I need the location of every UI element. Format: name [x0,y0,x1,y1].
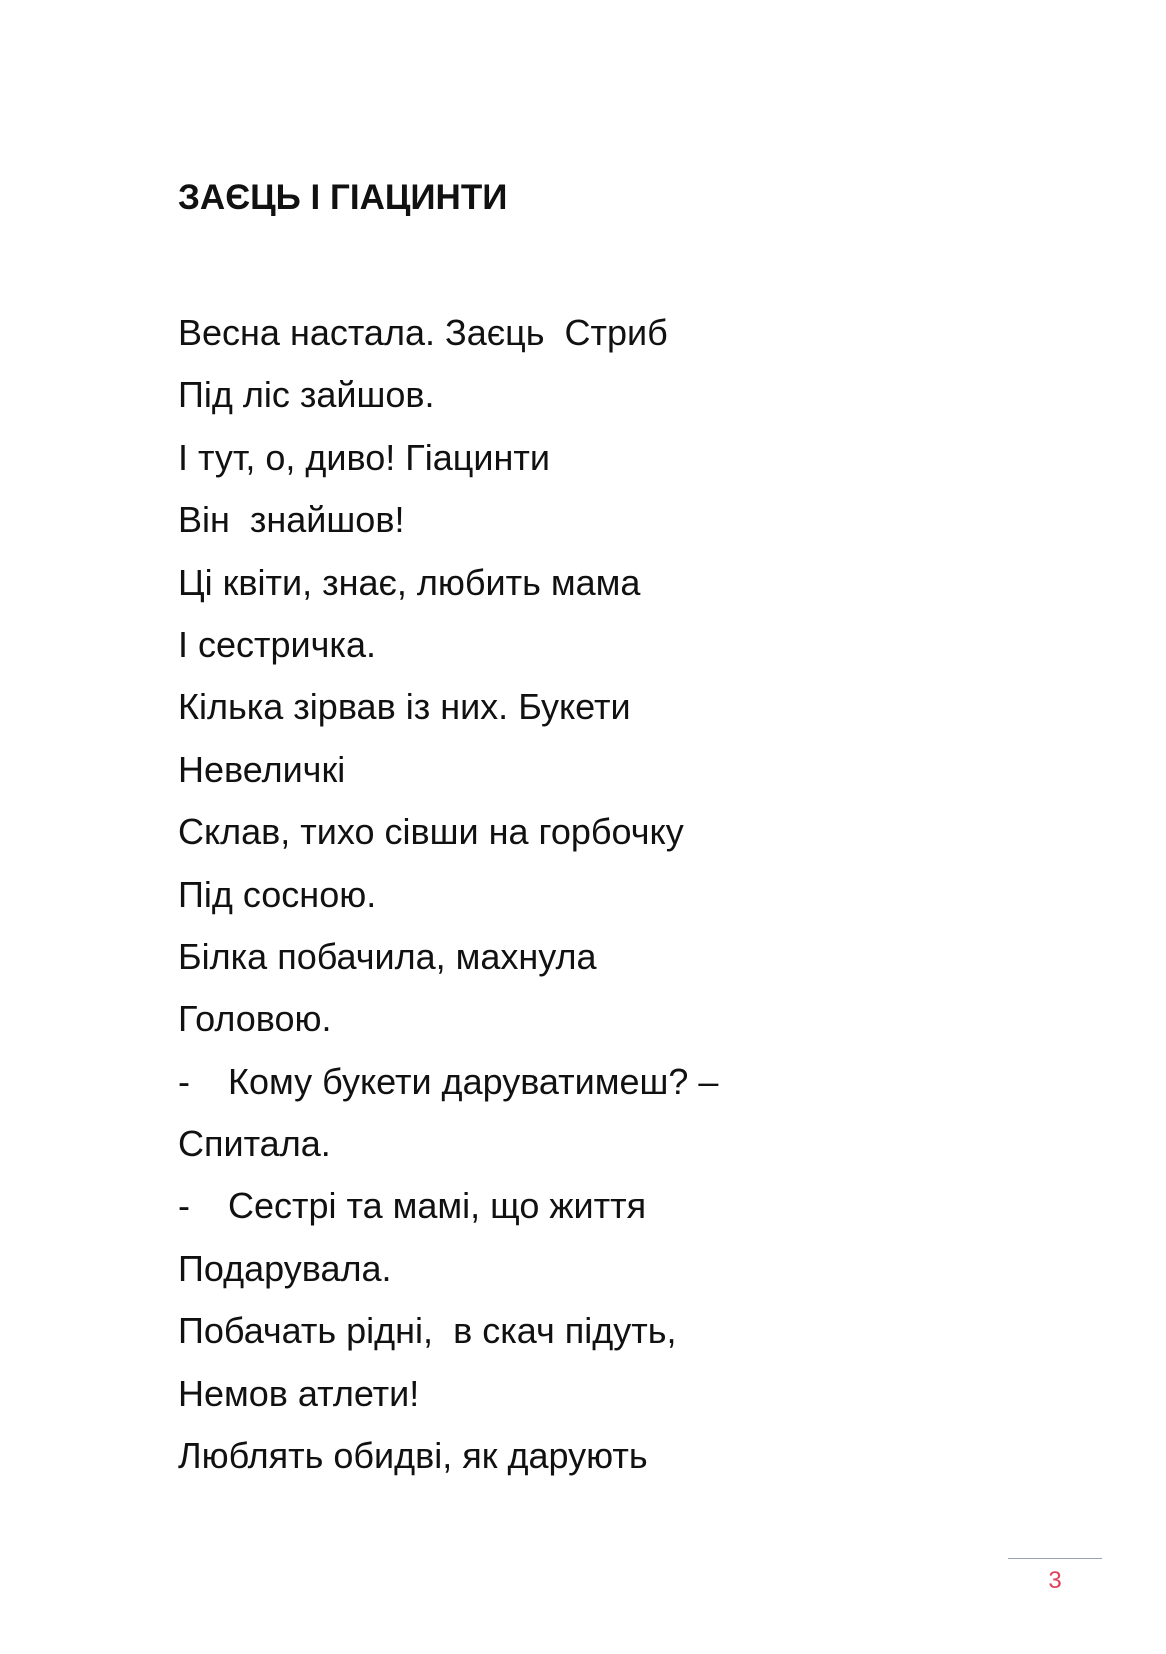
poem-line-text: Невеличкі [178,748,346,790]
dialogue-line [178,1051,718,1113]
poem-line-text: Побачать рідні, в скач підуть, [178,1310,677,1352]
poem-line [178,864,718,926]
poem-line-text: Немов атлети! [178,1372,420,1414]
poem-line [178,1425,718,1487]
poem-line-text: Люблять обидві, як дарують [178,1435,648,1477]
footer-divider [1008,1558,1102,1559]
page-number: 3 [1048,1567,1062,1594]
dialogue-dash: - [178,1185,190,1227]
poem-line [178,302,718,364]
poem-line-text: Подарувала. [178,1247,392,1289]
poem-line [178,801,718,863]
poem-line [178,614,718,676]
poem-line-text: Кілька зірвав із них. Букети [178,686,631,728]
poem-line-text: Кому букети даруватимеш? – [228,1060,719,1102]
dialogue-dash: - [178,1060,190,1102]
poem-line [178,926,718,988]
poem-line [178,489,718,551]
poem-line-text: Під сосною. [178,873,377,915]
poem-body [178,302,718,1487]
poem-line-text: Сестрі та мамі, що життя [228,1185,647,1227]
poem-line [178,364,718,426]
poem-line-text: Ці квіти, знає, любить мама [178,561,641,603]
poem-line-text: І тут, о, диво! Гіацинти [178,436,551,478]
poem-line [178,739,718,801]
poem-line [178,1363,718,1425]
poem-line [178,988,718,1050]
poem-line-text: Головою. [178,998,332,1040]
poem-line [178,427,718,489]
poem-line-text: І сестричка. [178,623,376,665]
poem-line-text: Спитала. [178,1123,331,1165]
poem-line [178,552,718,614]
poem-line-text: Під ліс зайшов. [178,374,435,416]
poem-line-text: Він знайшов! [178,499,405,541]
poem-line [178,1300,718,1362]
poem-line [178,1238,718,1300]
poem-line-text: Білка побачила, махнула [178,935,597,977]
poem-line [178,676,718,738]
poem-line [178,1113,718,1175]
dialogue-line [178,1175,718,1237]
poem-line-text: Весна настала. Заєць Стриб [178,312,668,353]
poem-line-text: Склав, тихо сівши на горбочку [178,811,684,853]
poem-title: ЗАЄЦЬ І ГІАЦИНТИ [178,178,508,217]
